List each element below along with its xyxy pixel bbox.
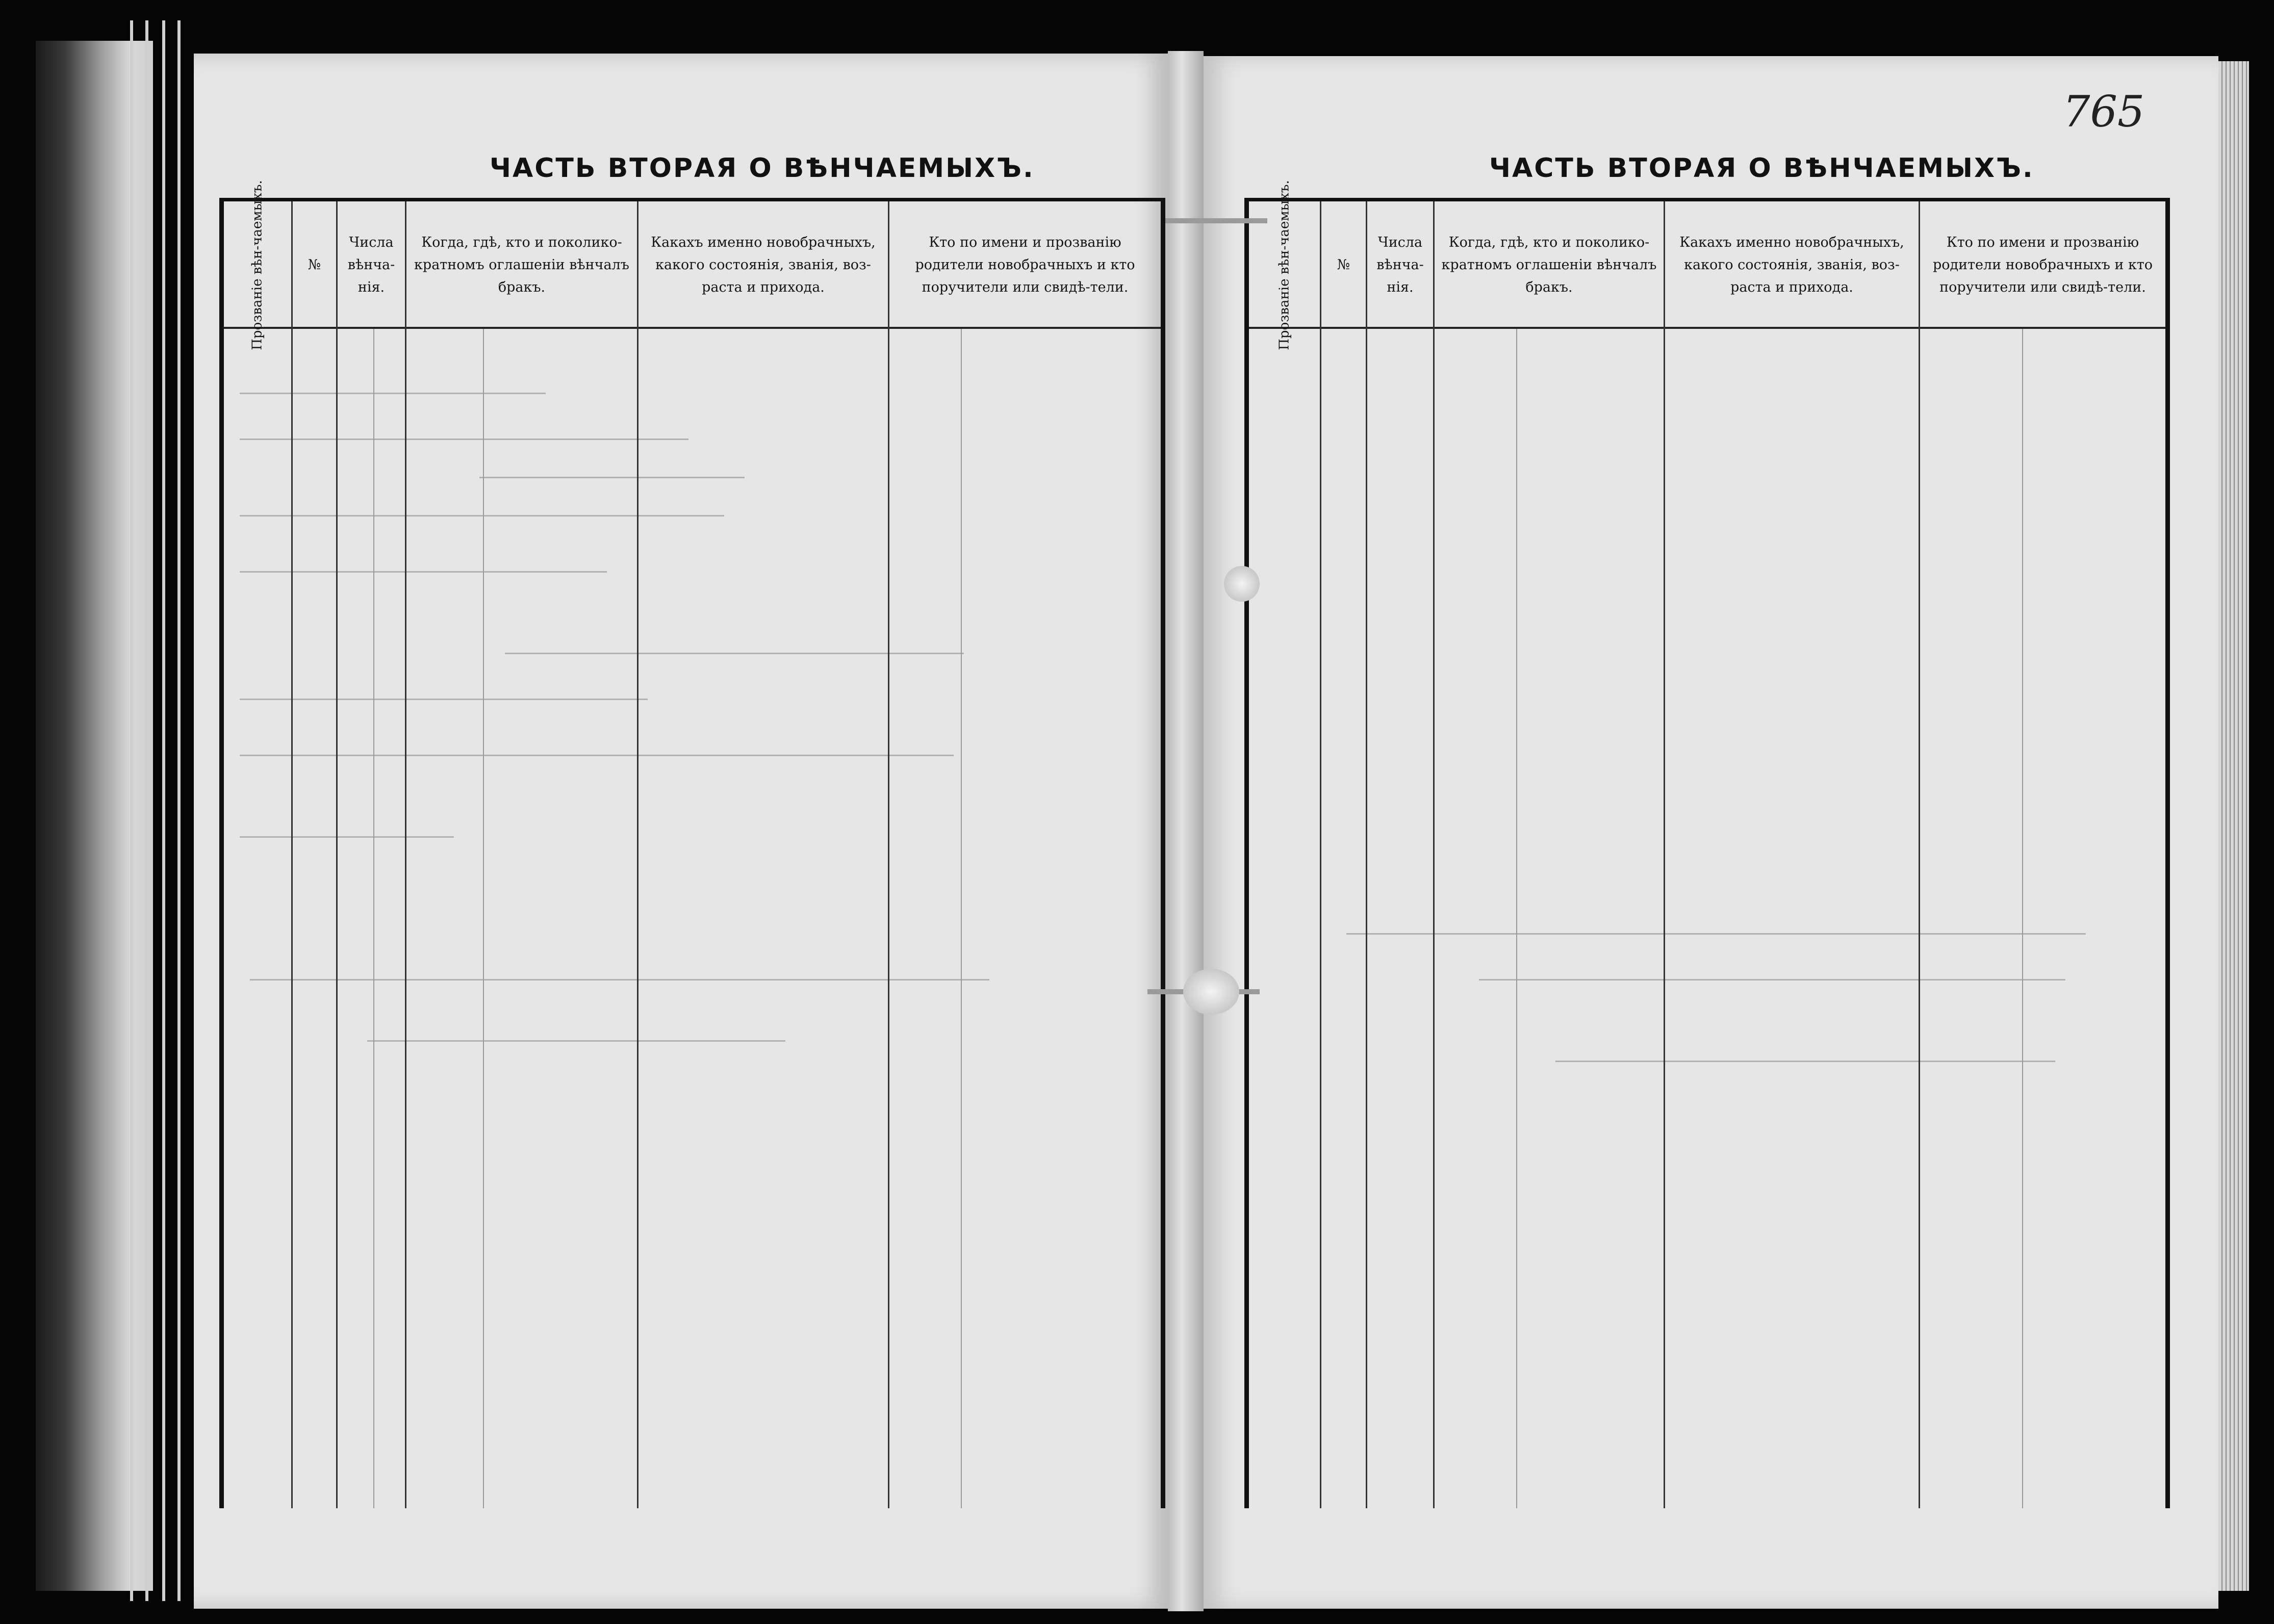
column-header: Когда, гдѣ, кто и поколико-кратномъ оглашеніи вѣнчалъ бракъ. <box>1441 235 1657 295</box>
book-gutter <box>1168 51 1204 1611</box>
page-stack-edge <box>162 20 165 1601</box>
part-title: ЧАСТЬ ВТОРАЯ О ВѢНЧАЕМЫХЪ. <box>1489 153 2034 184</box>
column-header: Числа вѣнча-нія. <box>347 235 395 295</box>
column-parents-witnesses <box>889 201 1161 1508</box>
column-newlyweds <box>1665 201 1920 1508</box>
column-header: Когда, гдѣ, кто и поколико-кратномъ оглашеніи вѣнчалъ бракъ. <box>414 235 629 295</box>
column-newlyweds <box>638 201 889 1508</box>
column-header: Кто по имени и прозванію родители новобрачныхъ и кто поручители или свидѣ-тели. <box>1932 235 2153 295</box>
binding-thread <box>1165 218 1267 223</box>
column-wedding-date <box>338 201 406 1508</box>
binding-stitch <box>1183 969 1239 1015</box>
page-stack-edge <box>145 20 148 1601</box>
column-header: Кто по имени и прозванію родители новобрачныхъ и кто поручители или свидѣ-тели. <box>915 235 1135 295</box>
column-header: Прозваніе вѣн-чаемыхъ. <box>250 180 266 350</box>
column-header: Прозваніе вѣн-чаемыхъ. <box>1276 180 1292 350</box>
column-when-where-who <box>1435 201 1665 1508</box>
column-wedding-date <box>1367 201 1435 1508</box>
column-header: № <box>308 257 321 273</box>
column-when-where-who <box>406 201 638 1508</box>
page-number: 765 <box>2063 87 2145 137</box>
column-surname <box>1249 180 1321 1508</box>
column-surname <box>224 180 293 1508</box>
column-header: Числа вѣнча-нія. <box>1376 235 1424 295</box>
column-header: Какахъ именно новобрачныхъ, какого состоянія, званія, воз-раста и прихода. <box>651 235 876 295</box>
register-table-right <box>1244 180 2170 1508</box>
register-table-left <box>219 180 1165 1508</box>
part-title: ЧАСТЬ ВТОРАЯ О ВѢНЧАЕМЫХЪ. <box>490 153 1035 184</box>
page-stack-edge <box>130 20 133 1601</box>
column-header: № <box>1337 257 1350 273</box>
page-stack-edge <box>177 20 181 1601</box>
binding-stitch <box>1224 566 1260 602</box>
column-parents-witnesses <box>1920 201 2165 1508</box>
page-stack-right-edge <box>2218 61 2249 1591</box>
book-spine-edge <box>36 41 153 1591</box>
column-number <box>1321 201 1367 1508</box>
column-number <box>293 201 338 1508</box>
column-header: Какахъ именно новобрачныхъ, какого состоянія, званія, воз-раста и прихода. <box>1679 235 1904 295</box>
